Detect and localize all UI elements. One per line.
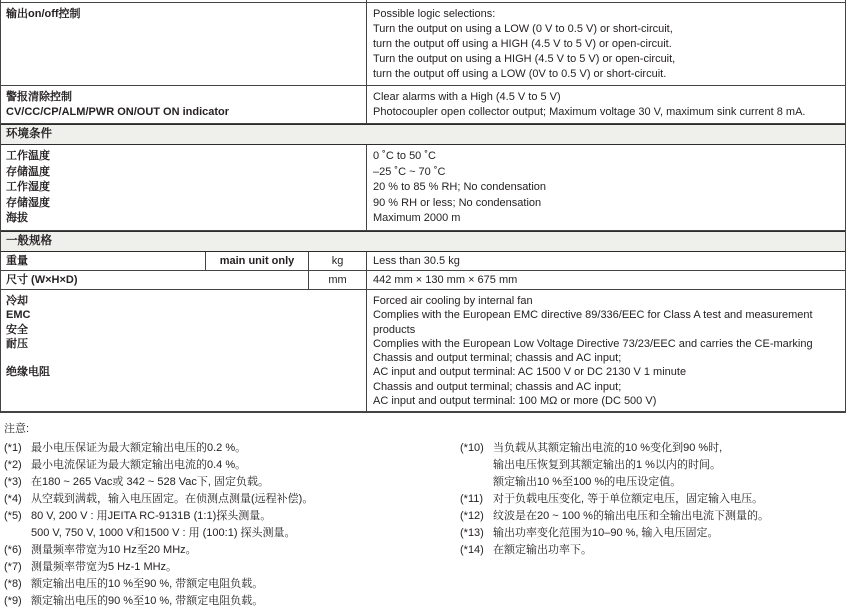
row-general-block — [1, 290, 845, 412]
section-header-general-specs: 一般规格 — [1, 231, 845, 252]
dimensions-unit: mm — [309, 271, 367, 289]
row-label: 工作温度 — [6, 150, 50, 162]
note-line: 额定输出电压的10 %至90 %, 带额定电阻负载。 — [31, 578, 264, 591]
notes-columns — [0, 440, 846, 610]
row-label: 存储温度 — [6, 165, 50, 178]
note-line: 额定输出电压的90 %至10 %, 带额定电阻负载。 — [31, 595, 264, 608]
row-label: CV/CC/CP/ALM/PWR ON/OUT ON indicator — [6, 106, 230, 118]
note-tag: (*9) — [4, 595, 22, 608]
row-value-cell — [367, 3, 845, 85]
row-label: 耐压 — [6, 337, 28, 350]
row-value-cell — [367, 290, 845, 411]
row-label: 输出on/off控制 — [6, 8, 81, 20]
spec-line: Complies with the European Low Voltage Directive 73/23/EEC and carries the CE-marking — [373, 337, 813, 350]
row-label: 存储湿度 — [6, 196, 50, 209]
row-label: 警报清除控制 — [6, 91, 72, 103]
spec-line: AC input and output terminal: AC 1500 V or DC 2130 V 1 minute — [373, 366, 687, 379]
row-value-cell — [367, 145, 845, 230]
note-line: 测量频率带宽为10 Hz至20 MHz。 — [31, 544, 197, 557]
row-label: EMC — [6, 309, 31, 322]
spec-line: Maximum 2000 m — [373, 212, 461, 225]
note-line: 输出功率变化范围为10–90 %, 输入电压固定。 — [493, 527, 719, 540]
note-line: 在额定输出功率下。 — [493, 544, 592, 557]
spec-line: 0 ˚C to 50 ˚C — [373, 150, 436, 162]
notes-section — [0, 422, 846, 610]
section-header-environment: 环境条件 — [1, 124, 845, 145]
note-tag: (*13) — [460, 527, 484, 540]
weight-sub-label: main unit only — [206, 252, 309, 270]
row-label — [6, 380, 362, 394]
row-label: 工作湿度 — [6, 181, 50, 194]
spec-line: turn the output off using a LOW (0V to 0.5 V) or short-circuit. — [373, 68, 667, 80]
note-line: 最小电流保证为最大额定输出电流的0.4 %。 — [31, 459, 247, 472]
note-line: 当负载从其额定输出电流的10 %变化到90 %时, — [493, 442, 723, 455]
spec-line: Complies with the European EMC directive 89/336/EEC for Class A test and measurement products — [373, 309, 813, 336]
weight-unit: kg — [309, 252, 367, 270]
dimensions-value: 442 mm × 130 mm × 675 mm — [373, 273, 518, 286]
row-label — [6, 351, 362, 365]
note-line: 输出电压恢复到其额定输出的1 %以内的时间。 — [493, 459, 721, 472]
note-item — [4, 491, 460, 508]
spec-line: Possible logic selections: — [373, 8, 496, 20]
row-output-onoff-control — [1, 3, 845, 86]
note-tag: (*5) — [4, 510, 22, 523]
row-label: 绝缘电阻 — [6, 366, 50, 379]
note-item — [4, 508, 460, 542]
row-label: 冷却 — [6, 294, 28, 307]
note-tag: (*11) — [460, 493, 484, 506]
row-alarm-clear-and-indicator — [1, 86, 845, 124]
note-line: 测量频率带宽为5 Hz-1 MHz。 — [31, 561, 178, 574]
spec-line: turn the output off using a HIGH (4.5 V to 5 V) or open-circuit. — [373, 38, 672, 50]
note-item — [460, 508, 846, 525]
row-label-cell — [1, 3, 367, 85]
note-tag: (*14) — [460, 544, 484, 557]
note-tag: (*6) — [4, 544, 22, 557]
note-tag: (*4) — [4, 493, 22, 506]
note-tag: (*10) — [460, 442, 484, 455]
note-line: 最小电压保证为最大额定输出电压的0.2 %。 — [31, 442, 247, 455]
note-item — [4, 593, 460, 610]
note-item — [4, 559, 460, 576]
notes-right-column — [460, 440, 846, 559]
spec-line: Turn the output on using a LOW (0 V to 0.5 V) or short-circuit, — [373, 23, 673, 35]
notes-left-column — [0, 440, 460, 610]
spec-line: AC input and output terminal: 100 MΩ or more (DC 500 V) — [373, 395, 657, 408]
note-item — [4, 440, 460, 457]
row-environment-conditions — [1, 145, 845, 231]
note-line: 对于负载电压变化, 等于单位额定电压，固定输入电压。 — [493, 493, 764, 506]
sliver-left-cell — [1, 0, 367, 2]
note-tag: (*2) — [4, 459, 22, 472]
spec-line: 20 % to 85 % RH; No condensation — [373, 181, 547, 194]
note-line: 从空载到满载，输入电压固定。在侦测点测量(远程补偿)。 — [31, 493, 314, 506]
note-line: 纹波是在20 ~ 100 %的输出电压和全输出电流下测量的。 — [493, 510, 769, 523]
note-item — [460, 525, 846, 542]
note-tag: (*12) — [460, 510, 484, 523]
row-label-cell — [1, 86, 367, 123]
note-item — [4, 474, 460, 491]
note-line: 在180 ~ 265 Vac或 342 ~ 528 Vac下, 固定负载。 — [31, 476, 270, 489]
weight-value: Less than 30.5 kg — [373, 254, 460, 267]
sliver-right-cell — [367, 0, 845, 2]
note-item — [460, 440, 846, 491]
note-item — [4, 576, 460, 593]
note-line: 额定输出10 %至100 %的电压设定值。 — [493, 476, 682, 489]
row-label: 安全 — [6, 323, 28, 336]
note-item — [4, 457, 460, 474]
note-item — [4, 542, 460, 559]
spec-line: Chassis and output terminal; chassis and AC input; — [373, 352, 622, 365]
note-line: 80 V, 200 V : 用JEITA RC-9131B (1:1)探头测量。 — [31, 510, 272, 523]
row-label-cell — [1, 145, 367, 230]
row-value-cell — [367, 86, 845, 123]
weight-label: 重量 — [1, 252, 206, 270]
note-item — [460, 491, 846, 508]
spec-line: Forced air cooling by internal fan — [373, 294, 533, 307]
spec-line: Clear alarms with a High (4.5 V to 5 V) — [373, 91, 561, 103]
spec-line: –25 ˚C ~ 70 ˚C — [373, 165, 446, 178]
note-line: 500 V, 750 V, 1000 V和1500 V : 用 (100:1) 探头测量。 — [31, 527, 296, 540]
note-tag: (*8) — [4, 578, 22, 591]
spec-line: Photocoupler open collector output; Maximum voltage 30 V, maximum sink current 8 mA. — [373, 106, 806, 118]
row-label-cell — [1, 290, 367, 411]
row-label: 海拔 — [6, 212, 28, 225]
row-weight — [1, 252, 845, 271]
note-tag: (*7) — [4, 561, 22, 574]
spec-line: Turn the output on using a HIGH (4.5 V to 5 V) or open-circuit, — [373, 53, 676, 65]
note-tag: (*3) — [4, 476, 22, 489]
spec-line: 90 % RH or less; No condensation — [373, 196, 542, 209]
note-tag: (*1) — [4, 442, 22, 455]
dimensions-label: 尺寸 (W×H×D) — [1, 271, 309, 289]
note-item — [460, 542, 846, 559]
spec-line: Chassis and output terminal; chassis and AC input; — [373, 380, 622, 393]
notes-title: 注意: — [4, 423, 30, 436]
row-dimensions — [1, 271, 845, 290]
